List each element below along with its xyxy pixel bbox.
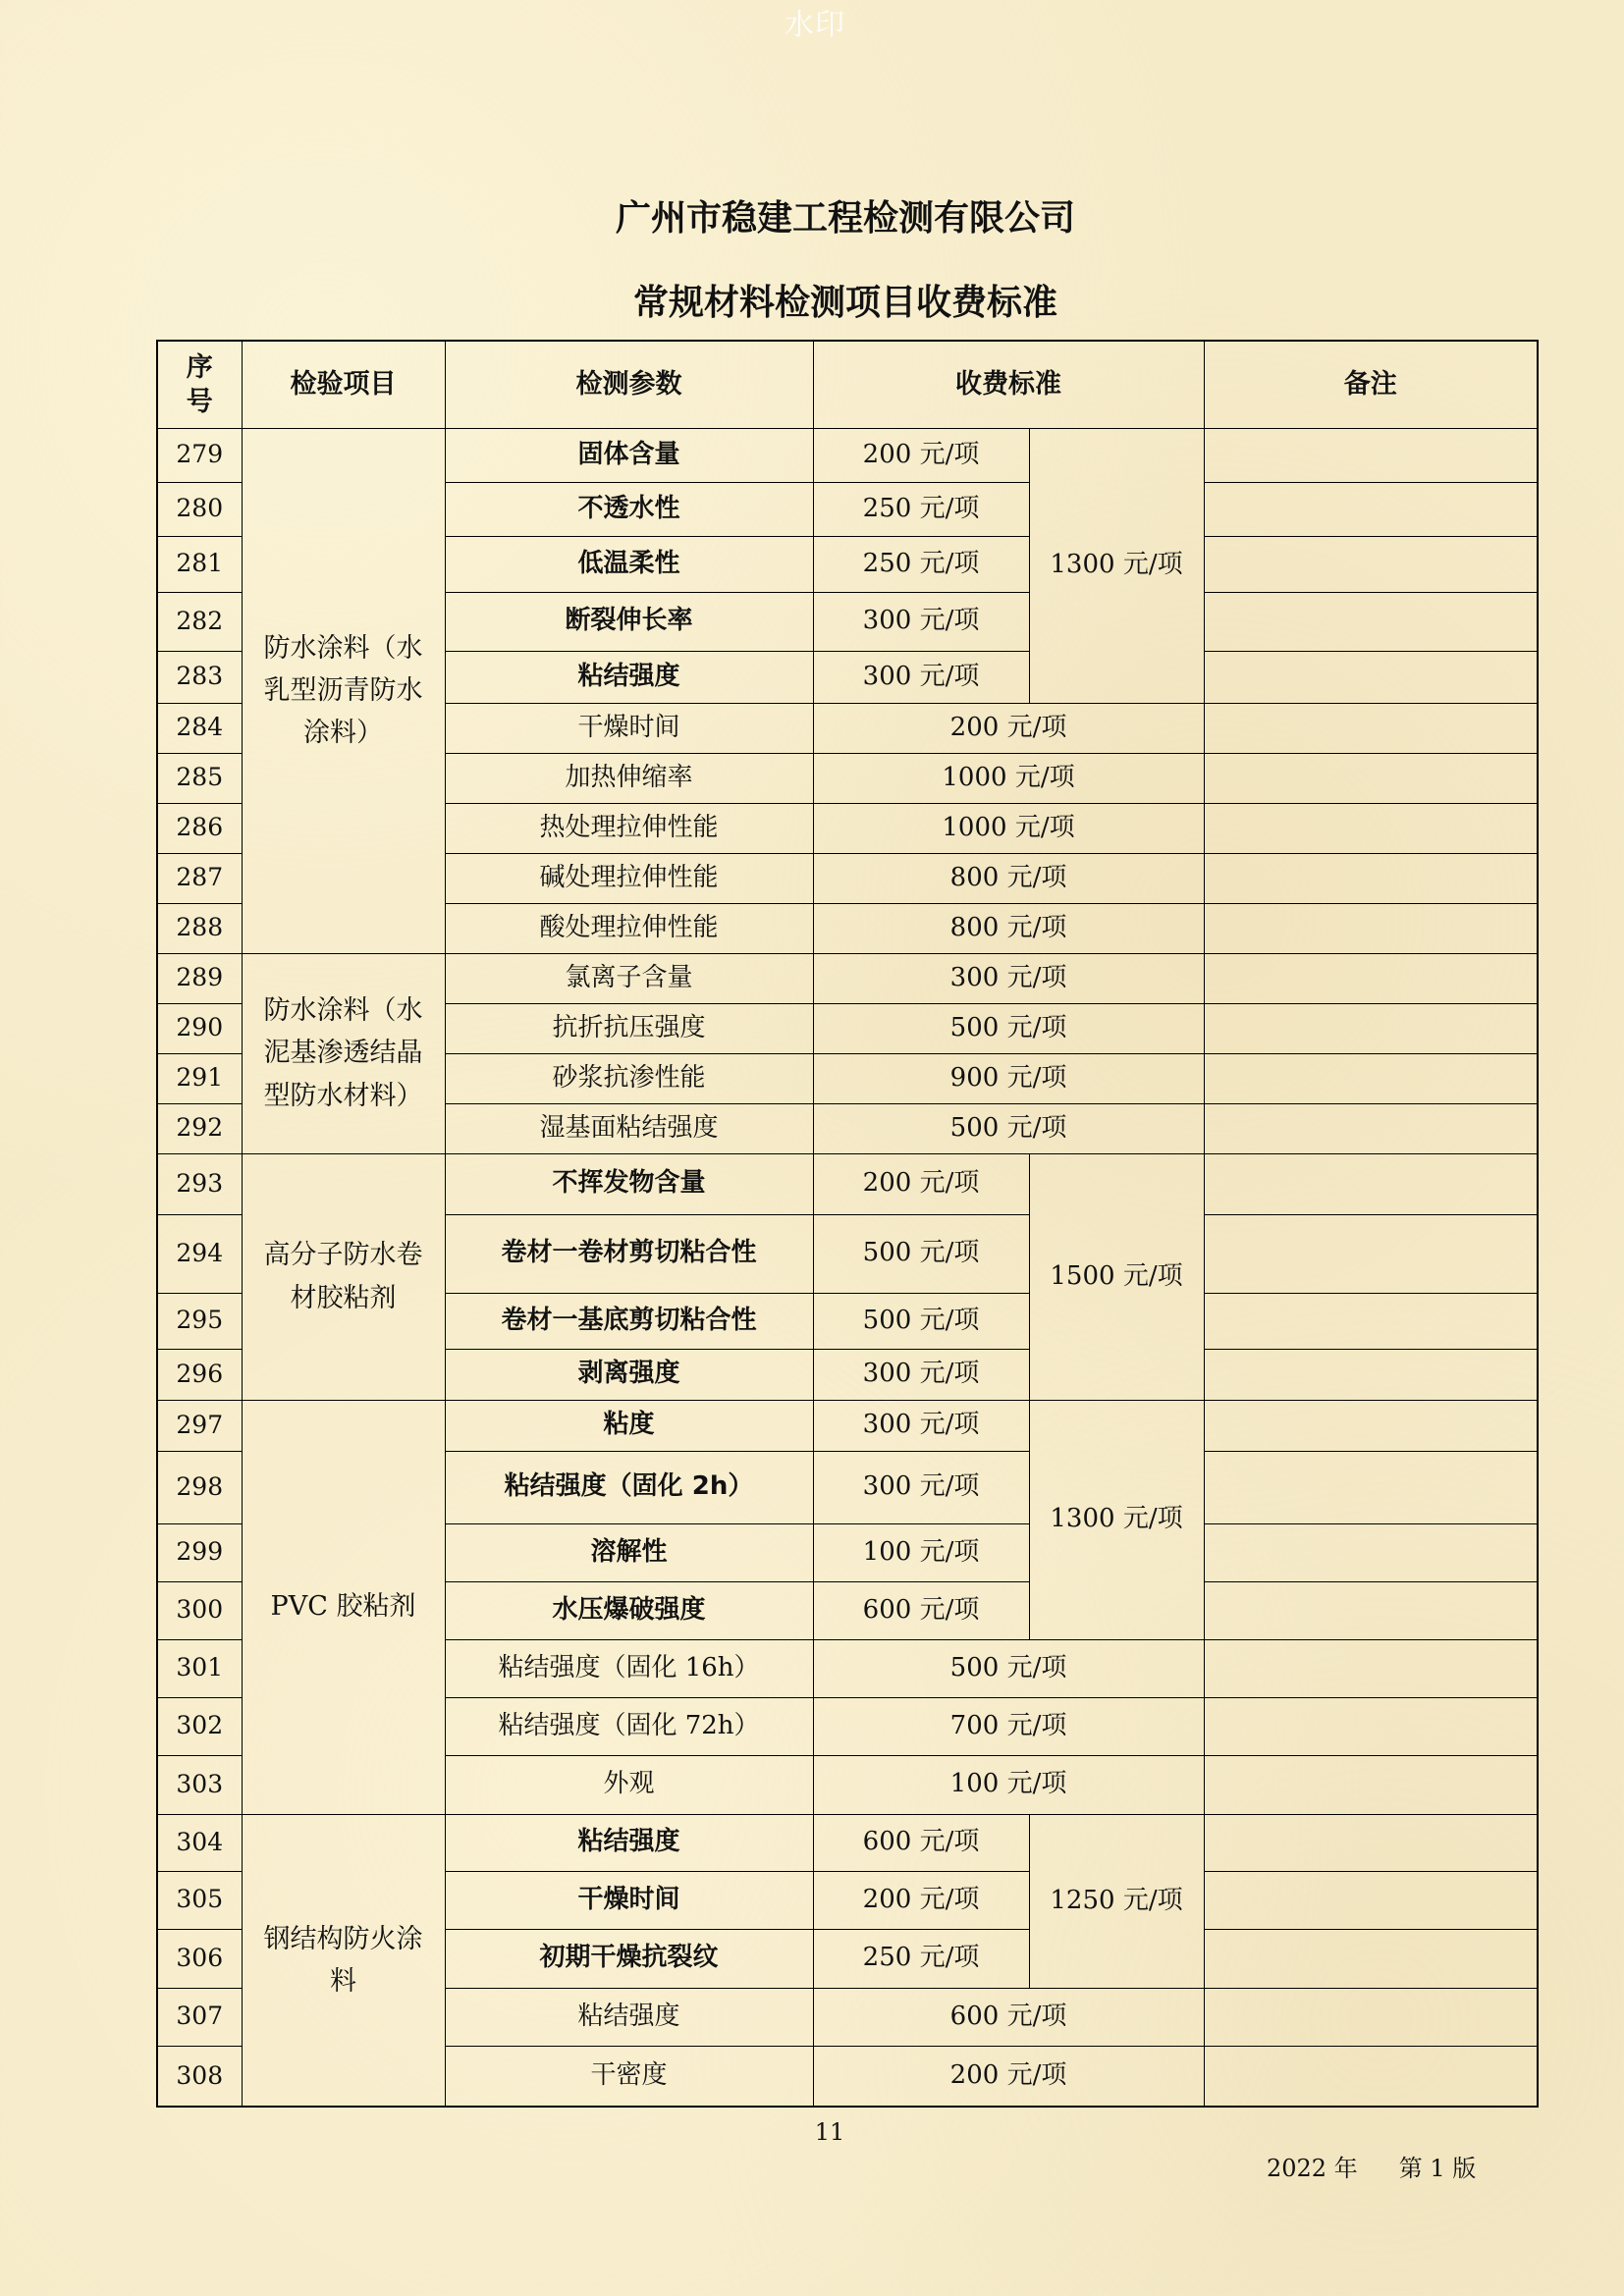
edition-year: 2022 年	[1267, 2155, 1358, 2182]
test-parameter: 干燥时间	[445, 703, 813, 753]
fee-per-item: 600 元/项	[813, 1814, 1029, 1871]
row-number: 295	[157, 1293, 242, 1349]
test-parameter: 粘结强度（固化 72h）	[445, 1697, 813, 1755]
table-row	[157, 953, 1538, 1003]
company-name: 广州市稳建工程检测有限公司	[615, 197, 1075, 239]
fee-per-item: 100 元/项	[813, 1523, 1029, 1581]
test-parameter: 卷材一卷材剪切粘合性	[445, 1214, 813, 1293]
note-cell	[1204, 903, 1538, 953]
row-number: 282	[157, 592, 242, 651]
fee-per-item: 1000 元/项	[813, 753, 1204, 803]
fee-per-item: 800 元/项	[813, 853, 1204, 903]
fee-per-item: 250 元/项	[813, 1929, 1029, 1988]
row-number: 293	[157, 1153, 242, 1214]
note-cell	[1204, 1581, 1538, 1639]
page-number: 11	[814, 2118, 845, 2146]
test-parameter: 不挥发物含量	[445, 1153, 813, 1214]
fee-per-item: 200 元/项	[813, 1871, 1029, 1929]
row-number: 291	[157, 1053, 242, 1103]
test-parameter: 碱处理拉伸性能	[445, 853, 813, 903]
note-cell	[1204, 1639, 1538, 1697]
note-cell	[1204, 803, 1538, 853]
row-number: 306	[157, 1929, 242, 1988]
test-parameter: 剥离强度	[445, 1349, 813, 1400]
fee-per-item: 600 元/项	[813, 1988, 1204, 2046]
fee-per-item: 500 元/项	[813, 1639, 1204, 1697]
test-parameter: 粘结强度	[445, 1814, 813, 1871]
test-parameter: 干密度	[445, 2046, 813, 2107]
row-number: 294	[157, 1214, 242, 1293]
note-cell	[1204, 1214, 1538, 1293]
fee-table	[156, 340, 1539, 2108]
note-cell	[1204, 1697, 1538, 1755]
note-cell	[1204, 1400, 1538, 1451]
note-cell	[1204, 1103, 1538, 1153]
test-parameter: 粘结强度（固化 16h）	[445, 1639, 813, 1697]
note-cell	[1204, 2046, 1538, 2107]
test-parameter: 固体含量	[445, 428, 813, 482]
note-cell	[1204, 651, 1538, 703]
fee-per-item: 900 元/项	[813, 1053, 1204, 1103]
test-parameter: 砂浆抗渗性能	[445, 1053, 813, 1103]
watermark-text: 水印	[785, 8, 845, 42]
fee-per-item: 700 元/项	[813, 1697, 1204, 1755]
test-parameter: 粘度	[445, 1400, 813, 1451]
note-cell	[1204, 1451, 1538, 1523]
fee-table-body	[157, 428, 1538, 2107]
test-parameter: 低温柔性	[445, 536, 813, 592]
fee-per-item: 200 元/项	[813, 2046, 1204, 2107]
edition-version: 第 1 版	[1398, 2155, 1477, 2182]
row-number: 283	[157, 651, 242, 703]
edition-line	[1267, 2149, 1482, 2183]
test-parameter: 干燥时间	[445, 1871, 813, 1929]
test-item-name: 防水涂料（水乳型沥青防水涂料）	[242, 428, 445, 953]
test-parameter: 断裂伸长率	[445, 592, 813, 651]
note-cell	[1204, 1929, 1538, 1988]
package-fee: 1250 元/项	[1029, 1814, 1204, 1988]
note-cell	[1204, 1349, 1538, 1400]
test-item-name: PVC 胶粘剂	[242, 1400, 445, 1814]
row-number: 299	[157, 1523, 242, 1581]
note-cell	[1204, 1755, 1538, 1814]
row-number: 289	[157, 953, 242, 1003]
row-number: 284	[157, 703, 242, 753]
note-cell	[1204, 592, 1538, 651]
test-parameter: 水压爆破强度	[445, 1581, 813, 1639]
row-number: 308	[157, 2046, 242, 2107]
fee-per-item: 250 元/项	[813, 482, 1029, 536]
note-cell	[1204, 853, 1538, 903]
fee-per-item: 250 元/项	[813, 536, 1029, 592]
test-parameter: 加热伸缩率	[445, 753, 813, 803]
header-item: 检验项目	[242, 341, 445, 428]
row-number: 287	[157, 853, 242, 903]
package-fee: 1500 元/项	[1029, 1153, 1204, 1400]
fee-per-item: 500 元/项	[813, 1293, 1029, 1349]
note-cell	[1204, 953, 1538, 1003]
row-number: 285	[157, 753, 242, 803]
document-title: 常规材料检测项目收费标准	[632, 282, 1057, 323]
header-fee: 收费标准	[813, 341, 1204, 428]
fee-per-item: 300 元/项	[813, 1349, 1029, 1400]
note-cell	[1204, 1053, 1538, 1103]
test-parameter: 卷材一基底剪切粘合性	[445, 1293, 813, 1349]
package-fee: 1300 元/项	[1029, 428, 1204, 703]
header-seq-char-1: 序	[186, 351, 213, 383]
test-parameter: 热处理拉伸性能	[445, 803, 813, 853]
fee-per-item: 500 元/项	[813, 1103, 1204, 1153]
note-cell	[1204, 1293, 1538, 1349]
row-number: 302	[157, 1697, 242, 1755]
fee-per-item: 300 元/项	[813, 1400, 1029, 1451]
row-number: 280	[157, 482, 242, 536]
test-item-name: 防水涂料（水泥基渗透结晶型防水材料）	[242, 953, 445, 1153]
header-param: 检测参数	[445, 341, 813, 428]
table-header-row	[157, 341, 1538, 428]
header-seq	[157, 341, 242, 428]
row-number: 307	[157, 1988, 242, 2046]
row-number: 292	[157, 1103, 242, 1153]
fee-per-item: 600 元/项	[813, 1581, 1029, 1639]
test-parameter: 外观	[445, 1755, 813, 1814]
header-seq-char-2: 号	[186, 386, 213, 417]
test-parameter: 不透水性	[445, 482, 813, 536]
fee-per-item: 300 元/项	[813, 592, 1029, 651]
note-cell	[1204, 703, 1538, 753]
row-number: 296	[157, 1349, 242, 1400]
test-parameter: 粘结强度	[445, 651, 813, 703]
fee-per-item: 800 元/项	[813, 903, 1204, 953]
test-parameter: 抗折抗压强度	[445, 1003, 813, 1053]
note-cell	[1204, 428, 1538, 482]
fee-per-item: 500 元/项	[813, 1003, 1204, 1053]
test-parameter: 粘结强度	[445, 1988, 813, 2046]
row-number: 290	[157, 1003, 242, 1053]
fee-per-item: 300 元/项	[813, 953, 1204, 1003]
fee-per-item: 300 元/项	[813, 651, 1029, 703]
table-row	[157, 428, 1538, 482]
note-cell	[1204, 1003, 1538, 1053]
fee-per-item: 200 元/项	[813, 428, 1029, 482]
fee-per-item: 500 元/项	[813, 1214, 1029, 1293]
row-number: 286	[157, 803, 242, 853]
fee-per-item: 200 元/项	[813, 703, 1204, 753]
row-number: 303	[157, 1755, 242, 1814]
note-cell	[1204, 1871, 1538, 1929]
package-fee: 1300 元/项	[1029, 1400, 1204, 1639]
table-row	[157, 1153, 1538, 1214]
table-row	[157, 1400, 1538, 1451]
header-note: 备注	[1204, 341, 1538, 428]
fee-per-item: 300 元/项	[813, 1451, 1029, 1523]
note-cell	[1204, 1988, 1538, 2046]
row-number: 304	[157, 1814, 242, 1871]
test-item-name: 钢结构防火涂料	[242, 1814, 445, 2107]
row-number: 281	[157, 536, 242, 592]
test-parameter: 湿基面粘结强度	[445, 1103, 813, 1153]
row-number: 298	[157, 1451, 242, 1523]
note-cell	[1204, 1814, 1538, 1871]
test-parameter: 酸处理拉伸性能	[445, 903, 813, 953]
row-number: 305	[157, 1871, 242, 1929]
note-cell	[1204, 753, 1538, 803]
test-parameter: 氯离子含量	[445, 953, 813, 1003]
note-cell	[1204, 536, 1538, 592]
test-item-name: 高分子防水卷材胶粘剂	[242, 1153, 445, 1400]
row-number: 279	[157, 428, 242, 482]
table-row	[157, 1814, 1538, 1871]
fee-per-item: 1000 元/项	[813, 803, 1204, 853]
row-number: 288	[157, 903, 242, 953]
row-number: 297	[157, 1400, 242, 1451]
row-number: 301	[157, 1639, 242, 1697]
row-number: 300	[157, 1581, 242, 1639]
fee-per-item: 100 元/项	[813, 1755, 1204, 1814]
fee-per-item: 200 元/项	[813, 1153, 1029, 1214]
test-parameter: 溶解性	[445, 1523, 813, 1581]
note-cell	[1204, 482, 1538, 536]
test-parameter: 粘结强度（固化 2h）	[445, 1451, 813, 1523]
note-cell	[1204, 1523, 1538, 1581]
test-parameter: 初期干燥抗裂纹	[445, 1929, 813, 1988]
note-cell	[1204, 1153, 1538, 1214]
